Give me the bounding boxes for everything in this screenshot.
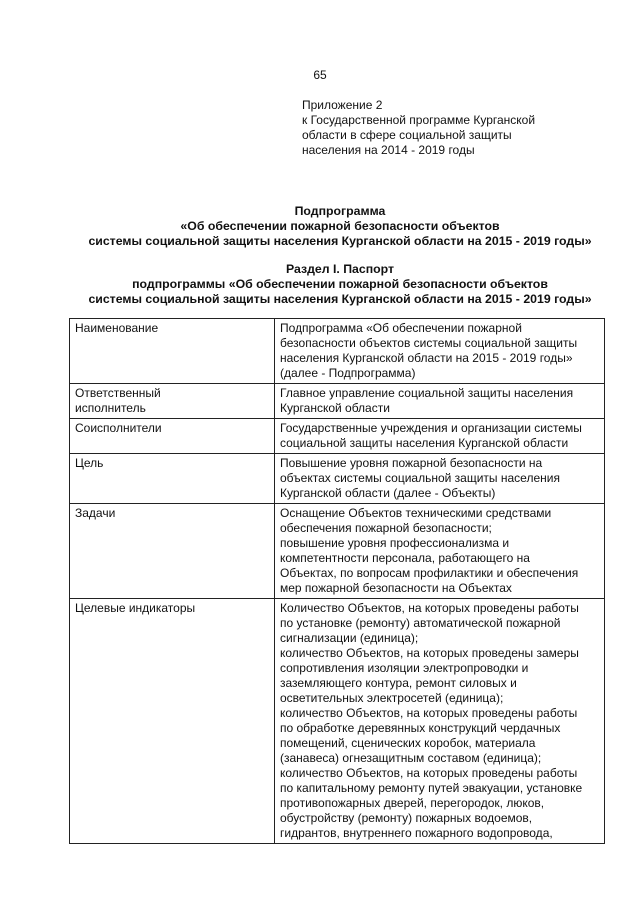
row-value-cell	[275, 319, 605, 384]
row-value-line: Государственные учреждения и организации системы	[280, 421, 582, 435]
row-value-line: Курганской области (далее - Объекты)	[280, 486, 496, 500]
row-label-line: Задачи	[75, 506, 116, 520]
row-value-line: обустройству (ремонту) пожарных водоемов,	[280, 811, 533, 825]
row-label-cell	[70, 504, 275, 599]
row-label-cell	[70, 454, 275, 504]
table-row	[70, 384, 605, 419]
row-value-line: количество Объектов, на которых проведены замеры	[280, 646, 579, 660]
row-value-line: Главное управление социальной защиты населения	[280, 386, 574, 400]
row-value-line: повышение уровня профессионализма и	[280, 536, 510, 550]
row-value-line: заземляющего контура, ремонт силовых и	[280, 676, 517, 690]
page-number: 65	[313, 68, 327, 82]
row-label-cell	[70, 384, 275, 419]
row-value-line: по капитальному ремонту путей эвакуации, установке	[280, 781, 583, 795]
subprogram-title	[60, 204, 620, 249]
title-line: системы социальной защиты населения Курганской области на 2015 - 2019 годы»	[88, 234, 592, 248]
row-value-line: противопожарных дверей, перегородок, люков,	[280, 796, 545, 810]
row-value-line: Повышение уровня пожарной безопасности на	[280, 456, 543, 470]
table-row	[70, 419, 605, 454]
section-line: подпрограммы «Об обеспечении пожарной безопасности объектов	[132, 277, 548, 291]
row-value-line: количество Объектов, на которых проведены работы	[280, 706, 578, 720]
row-label-cell	[70, 319, 275, 384]
row-value-cell	[275, 599, 605, 844]
table-row	[70, 504, 605, 599]
title-line: «Об обеспечении пожарной безопасности объектов	[180, 219, 500, 233]
row-value-line: по обработке деревянных конструкций чердачных	[280, 721, 561, 735]
row-value-line: Подпрограмма «Об обеспечении пожарной	[280, 321, 522, 335]
row-label-cell	[70, 599, 275, 844]
appendix-line: области в сфере социальной защиты	[302, 128, 512, 142]
row-value-line: сигнализации (единица);	[280, 631, 419, 645]
row-label-line: Целевые индикаторы	[75, 601, 196, 615]
row-value-line: (далее - Подпрограмма)	[280, 366, 416, 380]
row-value-line: населения Курганской области на 2015 - 2019 годы»	[280, 351, 573, 365]
row-value-line: социальной защиты населения Курганской области	[280, 436, 569, 450]
row-value-line: обеспечения пожарной безопасности;	[280, 521, 492, 535]
appendix-line: к Государственной программе Курганской	[302, 113, 536, 127]
row-value-line: помещений, сценических коробок, материала	[280, 736, 536, 750]
row-value-cell	[275, 504, 605, 599]
appendix-note	[302, 98, 602, 158]
row-value-line: компетентности персонала, работающего на	[280, 551, 530, 565]
row-label-line: Соисполнители	[75, 421, 162, 435]
row-value-cell	[275, 454, 605, 504]
table-row	[70, 454, 605, 504]
row-value-cell	[275, 419, 605, 454]
section-line: Раздел I. Паспорт	[285, 262, 395, 276]
row-value-line: осветительных электросетей (единица);	[280, 691, 504, 705]
row-value-line: по установке (ремонту) автоматической пожарной	[280, 616, 561, 630]
row-value-line: мер пожарной безопасности на Объектах	[280, 581, 512, 595]
row-value-line: Оснащение Объектов техническими средствами	[280, 506, 552, 520]
row-value-line: (занавеса) огнезащитным составом (единица);	[280, 751, 542, 765]
passport-table	[69, 318, 605, 844]
row-value-line: безопасности объектов системы социальной защиты	[280, 336, 578, 350]
row-label-line: исполнитель	[75, 401, 146, 415]
row-value-line: гидрантов, внутреннего пожарного водопровода,	[280, 826, 553, 840]
row-label-line: Ответственный	[75, 386, 161, 400]
row-label-line: Цель	[75, 456, 104, 470]
row-value-line: количество Объектов, на которых проведены работы	[280, 766, 578, 780]
table-row	[70, 319, 605, 384]
section-line: системы социальной защиты населения Курганской области на 2015 - 2019 годы»	[88, 292, 592, 306]
title-line: Подпрограмма	[294, 204, 386, 218]
row-label-line: Наименование	[75, 321, 159, 335]
row-value-cell	[275, 384, 605, 419]
table-row	[70, 599, 605, 844]
section-heading	[60, 262, 620, 307]
appendix-line: Приложение 2	[302, 98, 383, 112]
row-label-cell	[70, 419, 275, 454]
row-value-line: сопротивления изоляции электропроводки и	[280, 661, 529, 675]
row-value-line: Курганской области	[280, 401, 390, 415]
appendix-line: населения на 2014 - 2019 годы	[302, 143, 475, 157]
row-value-line: Количество Объектов, на которых проведены работы	[280, 601, 579, 615]
row-value-line: объектах системы социальной защиты населения	[280, 471, 560, 485]
row-value-line: Объектах, по вопросам профилактики и обеспечения	[280, 566, 579, 580]
